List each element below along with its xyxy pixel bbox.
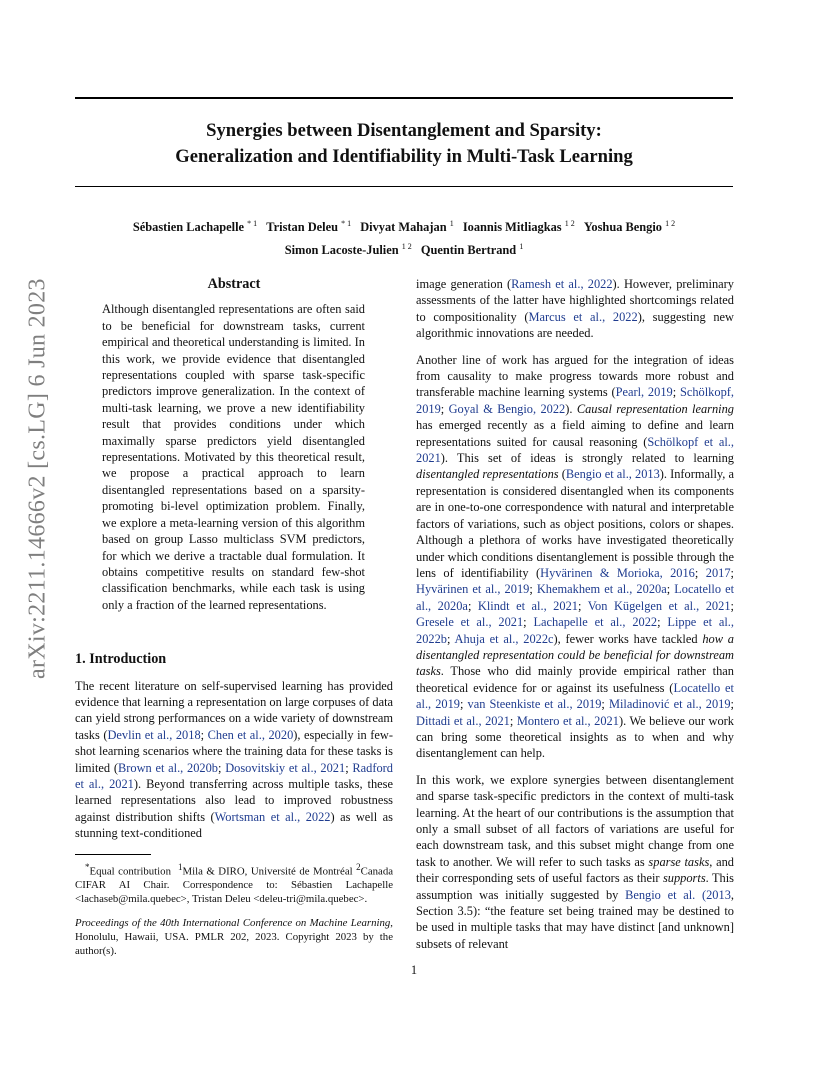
citation-link[interactable]: Dosovitskiy et al., 2021 xyxy=(225,760,346,775)
arxiv-watermark: arXiv:2211.14666v2 [cs.LG] 6 Jun 2023 xyxy=(24,278,51,680)
citation-link[interactable]: Schölkopf et al., 2021 xyxy=(416,434,734,466)
right-column xyxy=(416,276,734,962)
proceedings-note: Proceedings of the 40th International Conference on Machine Learning, Honolulu, Hawaii, USA. PMLR 202, 2023. Copyright 2023 by the author(s). xyxy=(75,917,393,958)
citation-link[interactable]: Brown et al., 2020b xyxy=(117,760,219,775)
author: Divyat Mahajan $^1$ xyxy=(360,219,454,235)
author-list xyxy=(75,214,733,260)
author: Ioannis Mitliagkas $^{1 2}$ xyxy=(462,219,575,235)
citation-link[interactable]: Bengio et al., 2013 xyxy=(565,467,660,482)
intro-paragraph: The recent literature on self-supervised learning has provided evidence that learning a representation on large corpuses of data can yield strong performances on a wide variety of downstream tasks (Devlin et al., 2018; Chen et al., 2020), especially in few-shot learning scenarios where the training data for these tasks is limited (Brown et al., 2020b; Dosovitskiy et al., 2021; Radford et al., 2021). Beyond transferring across multiple tasks, these learned representations also lead to improved robustness against distribution shifts (Wortsman et al., 2022) as well as stunning text-conditioned xyxy=(75,678,394,841)
citation-link[interactable]: Montero et al., 2021 xyxy=(516,713,619,728)
citation-link[interactable]: Hyvärinen et al., 2019 xyxy=(416,582,530,597)
citation-link[interactable]: Miladinović et al., 2019 xyxy=(608,697,731,712)
citation-link[interactable]: Marcus et al., 2022 xyxy=(528,309,638,324)
author-line-2 xyxy=(75,237,733,260)
author: Sébastien Lachapelle $^{* 1}$ xyxy=(132,219,258,235)
abstract-heading: Abstract xyxy=(207,276,261,292)
citation-link[interactable]: Locatello et al., 2020a xyxy=(416,582,735,613)
citation-link[interactable]: Chen et al., 2020 xyxy=(207,727,294,742)
citation-link[interactable]: Goyal & Bengio, 2022 xyxy=(448,401,566,416)
citation-link[interactable]: Hyvärinen & Morioka, 2016 xyxy=(540,565,695,580)
author: Tristan Deleu $^{* 1}$ xyxy=(266,219,352,235)
citation-link[interactable]: Ahuja et al., 2022c xyxy=(454,631,554,646)
citation-link[interactable]: Schölkopf, 2019 xyxy=(416,385,734,416)
citation-link[interactable]: 2017 xyxy=(705,565,731,580)
title-line-2: Generalization and Identifiability in Multi-Task Learning xyxy=(175,146,633,167)
citation-link[interactable]: Gresele et al., 2021 xyxy=(416,615,524,630)
title-rule-bottom xyxy=(75,186,733,187)
citation-link[interactable]: Bengio et al. (2013 xyxy=(625,887,731,902)
citation-link[interactable]: Radford et al., 2021 xyxy=(75,760,393,791)
citation-link[interactable]: Klindt et al., 2021 xyxy=(477,598,578,613)
page-number: 1 xyxy=(410,963,418,977)
citation-link[interactable]: Pearl, 2019 xyxy=(615,385,673,400)
title-line-1: Synergies between Disentanglement and Sparsity: xyxy=(206,120,602,141)
section-heading-introduction: 1. Introduction xyxy=(75,651,167,668)
citation-link[interactable]: Khemakhem et al., 2020a xyxy=(536,582,667,597)
citation-link[interactable]: Wortsman et al., 2022 xyxy=(214,809,331,824)
right-paragraph-3: In this work, we explore synergies between disentanglement and sparse task-specific predictors in the context of multi-task learning. At the heart of our contributions is the assumption that only a small subset of all factors of variations are useful for each downstream task, and this subset might change from one task to another. We will refer to such tasks as sparse tasks, and their corresponding sets of useful factors as their supports. This assumption was initially suggested by Bengio et al. (2013, Section 3.5): “the feature set being trained may be destined to be used in multiple tasks that may have distinct [and unknown] subsets of relevant xyxy=(416,772,734,951)
paper-title xyxy=(75,118,733,170)
footnote-rule xyxy=(75,854,151,855)
left-column xyxy=(75,276,393,958)
citation-link[interactable]: Von Kügelgen et al., 2021 xyxy=(587,598,731,613)
right-paragraph-2: Another line of work has argued for the integration of ideas from causality to make progress towards more robust and transferable machine learning systems (Pearl, 2019; Schölkopf, 2019; Goyal & Bengio, 2022). Causal representation learning has emerged recently as a field aiming to define and learn representations suited for causal reasoning (Schölkopf et al., 2021). This set of ideas is strongly related to learning disentangled representations (Bengio et al., 2013). Informally, a representation is considered disentangled when its components are in one-to-one correspondence with natural and interpretable factors of variations, such as object positions, colors or shapes. Although a plethora of works have investigated theoretically under which conditions disentanglement is possible through the lens of identifiability (Hyvärinen & Morioka, 2016; 2017; Hyvärinen et al., 2019; Khemakhem et al., 2020a; Locatello et al., 2020a; Klindt et al., 2021; Von Kügelgen et al., 2021; Gresele et al., 2021; Lachapelle et al., 2022; Lippe et al., 2022b; Ahuja et al., 2022c), fewer works have tackled how a disentangled representation could be beneficial for downstream tasks. Those who did mainly provide empirical rather than theoretical evidence for or against its usefulness (Locatello et al., 2019; van Steenkiste et al., 2019; Miladinović et al., 2019; Dittadi et al., 2021; Montero et al., 2021). We believe our work can bring some theoretical insights as to when and why disentanglement can help. xyxy=(416,352,735,761)
title-rule-top xyxy=(75,97,733,99)
author: Quentin Bertrand $^1$ xyxy=(420,242,524,258)
citation-link[interactable]: Devlin et al., 2018 xyxy=(107,727,201,742)
citation-link[interactable]: Locatello et al., 2019 xyxy=(416,680,734,712)
citation-link[interactable]: Dittadi et al., 2021 xyxy=(416,713,510,728)
citation-link[interactable]: van Steenkiste et al., 2019 xyxy=(467,697,602,712)
right-paragraph-1: image generation (Ramesh et al., 2022). However, preliminary assessments of the latter have highlighted shortcomings related to compositionality (Marcus et al., 2022), suggesting new algorithmic innovations are needed. xyxy=(416,277,735,341)
footnote: *Equal contribution $^1$Mila & DIRO, Université de Montréal $^2$Canada CIFAR AI Chair. Correspondence to: Sébastien Lachapelle <lachaseb@mila.quebec>, Tristan Deleu <deleu-tri@mila.quebec>. xyxy=(75,861,394,906)
citation-link[interactable]: Lippe et al., 2022b xyxy=(416,615,734,646)
author: Yoshua Bengio $^{1 2}$ xyxy=(583,219,676,235)
author-line-1 xyxy=(75,214,733,237)
citation-link[interactable]: Lachapelle et al., 2022 xyxy=(533,615,658,630)
author: Simon Lacoste-Julien $^{1 2}$ xyxy=(284,242,412,258)
abstract-text: Although disentangled representations are often said to be beneficial for downstream tasks, current empirical and theoretical understanding is limited. In this work, we provide evidence that disentangled representations coupled with sparse task-specific predictors improve generalization. In the context of multi-task learning, we prove a new identifiability result that provides conditions under which maximally sparse predictors yield disentangled representations. Motivated by this theoretical result, we propose a practical approach to learn disentangled representations based on a sparsity-promoting bi-level optimization problem. Finally, we explore a meta-learning version of this algorithm based on group Lasso multiclass SVM predictors, for which we derive a tractable dual formulation. It obtains competitive results on standard few-shot classification benchmarks, while each task is using only a fraction of the learned representations. xyxy=(102,302,365,612)
citation-link[interactable]: Ramesh et al., 2022 xyxy=(511,277,613,291)
